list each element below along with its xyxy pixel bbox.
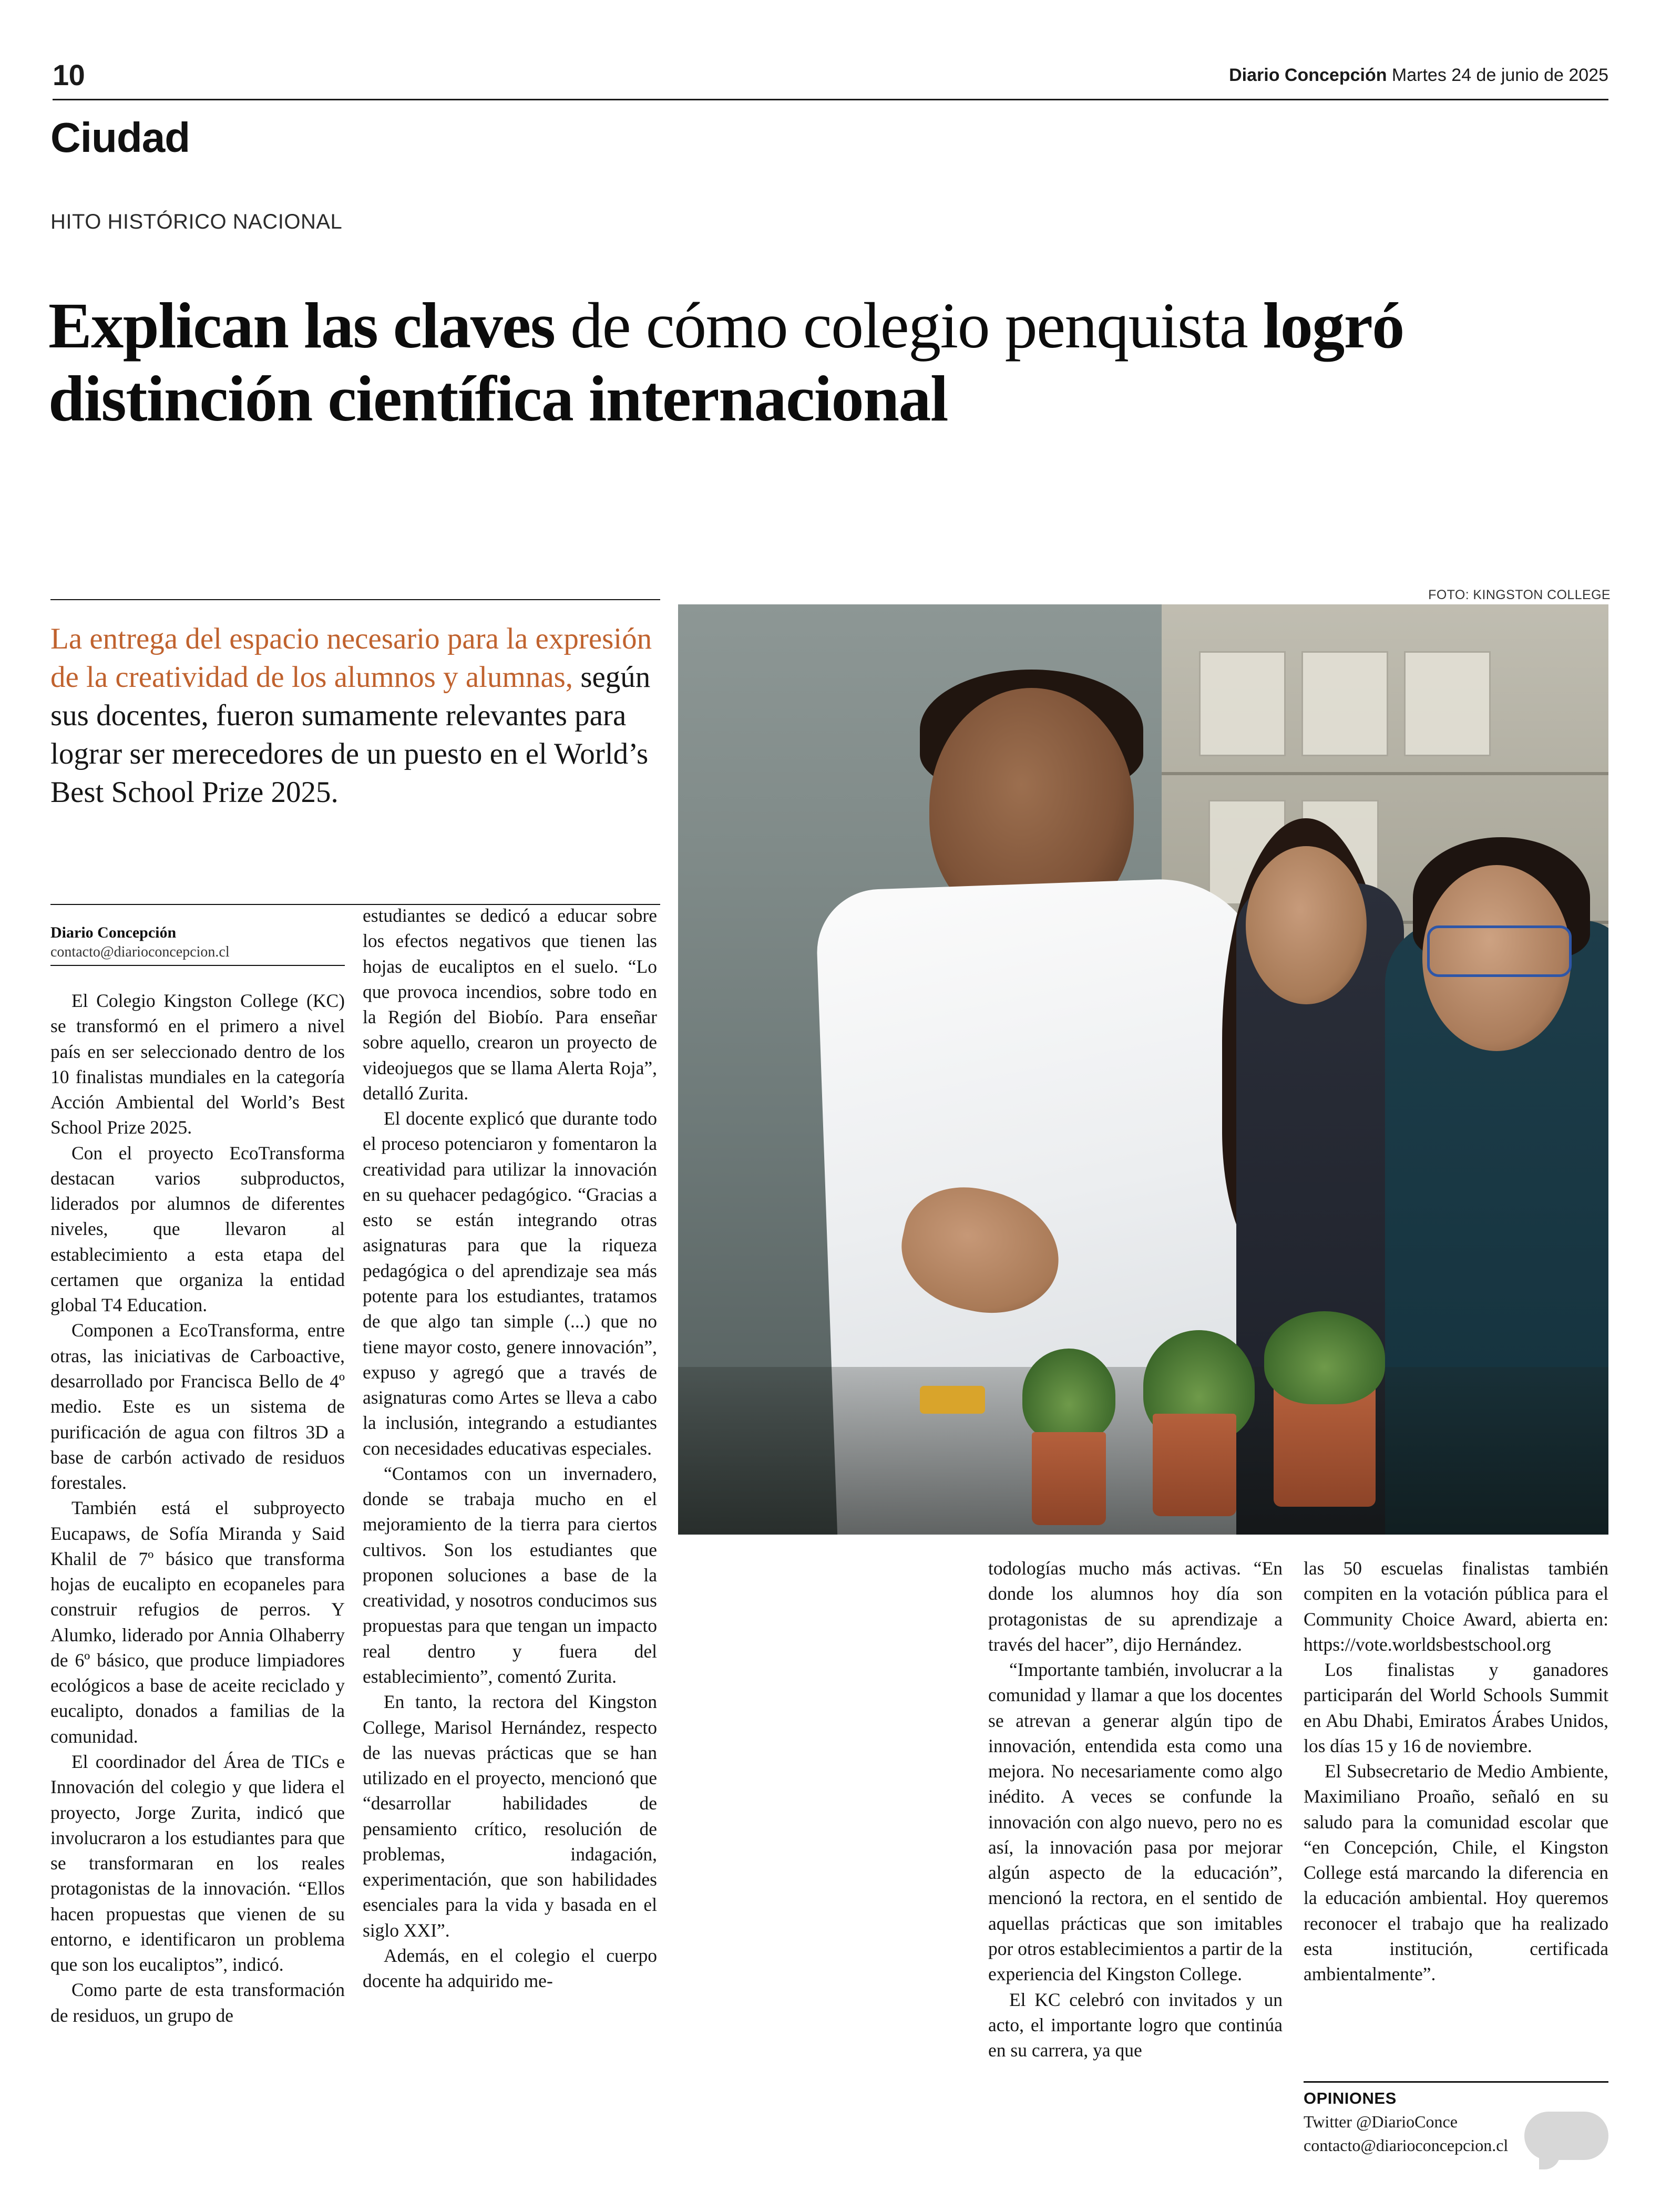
body-column-4 — [1304, 1556, 1608, 1987]
opinions-twitter[interactable]: Twitter @DiarioConce — [1304, 2112, 1458, 2131]
photo-storage-box — [1404, 651, 1491, 757]
opinions-divider — [1304, 2081, 1608, 2083]
photo-tool — [920, 1386, 985, 1414]
body-column-2 — [363, 903, 657, 1993]
paragraph: las 50 escuelas finalistas también compiten en la votación pública para el Community Choice Award, abierta en: https://vote.worldsbestschool.org — [1304, 1558, 1608, 1655]
speech-bubble-icon — [1524, 2112, 1608, 2160]
paragraph: En tanto, la rectora del Kingston College, Marisol Hernández, respecto de las nuevas prácticas que se han utilizado en el proyecto, mencionó que “desarrollar habilidades de pensamiento crítico, resolución de problemas, indagación, experimentación, que son habilidades esenciales para la vida y basada en el siglo XXI”. — [363, 1691, 657, 1941]
paragraph: El coordinador del Área de TICs e Innovación del colegio y que lidera el proyecto, Jorge Zurita, indicó que involucraron a los estudiantes para que se transformaran en los reales protagonistas de la innovación. “Ellos hacen propuestas que vienen de su entorno, e identificaron un problema que son los eucaliptos”, indicó. — [50, 1751, 345, 1976]
photo-shelf-line — [1162, 772, 1608, 775]
byline-divider — [50, 965, 345, 966]
byline — [50, 924, 345, 961]
lead-rest: según sus docentes, fueron sumamente relevantes para lograr ser merecedores de un puesto en el World’s Best School Prize 2025. — [50, 660, 651, 809]
page-number: 10 — [53, 58, 85, 91]
paragraph: El KC celebró con invitados y un acto, el importante logro que continúa en su carrera, ya que — [988, 1989, 1283, 2061]
body-column-1 — [50, 988, 345, 2028]
photo-student-girl-head — [1246, 846, 1367, 1004]
paragraph: Componen a EcoTransforma, entre otras, las iniciativas de Carboactive, desarrollado por Francisca Bello de 4º medio. Este es un sistema de purificación de agua con filtros 3D a base de carbón activado de residuos forestales. — [50, 1320, 345, 1494]
article-kicker: HITO HISTÓRICO NACIONAL — [50, 210, 343, 233]
opinions-box — [1304, 2081, 1608, 2155]
opinions-title: OPINIONES — [1304, 2089, 1397, 2107]
paragraph: Como parte de esta transformación de residuos, un grupo de — [50, 1979, 345, 2026]
lead-divider-top — [50, 599, 660, 600]
paragraph: El Subsecretario de Medio Ambiente, Maximiliano Proaño, señaló en su saludo para la comunidad escolar que “en Concepción, Chile, el Kingston College está marcando la diferencia en la educación ambiental. Hoy queremos reconocer el trabajo que ha realizado esta institución, certificada ambientalmente”. — [1304, 1761, 1608, 1985]
byline-name: Diario Concepción — [50, 924, 177, 941]
paragraph: “Contamos con un invernadero, donde se trabaja mucho en el mejoramiento de la tierra para ciertos cultivos. Son los estudiantes que proponen soluciones a base de la creatividad, y nosotros conducimos sus propuestas para que tengan un impacto real dentro y fuera del establecimiento”, comentó Zurita. — [363, 1463, 657, 1687]
paragraph: todologías mucho más activas. “En donde los alumnos hoy día son protagonistas de su aprendizaje a través del hacer”, dijo Hernández. — [988, 1558, 1283, 1655]
article-photo — [678, 604, 1608, 1535]
masthead — [53, 58, 1608, 95]
masthead-dateline — [1229, 65, 1608, 86]
paragraph: Además, en el colegio el cuerpo docente ha adquirido me- — [363, 1944, 657, 1992]
photo-flower-pot — [1032, 1432, 1106, 1525]
byline-email: contacto@diarioconcepcion.cl — [50, 944, 230, 960]
paragraph: También está el subproyecto Eucapaws, de Sofía Miranda y Said Khalil de 7º básico que transforma hojas de eucalipto en ecopaneles para construir refugios de perros. Y Alumko, liderado por Annia Olhaberry de 6º básico, que produce limpiadores ecológicos a base de aceite reciclado y eucalipto, donados a familias de la comunidad. — [50, 1497, 345, 1747]
paragraph: Los finalistas y ganadores participarán del World Schools Summit en Abu Dhabi, Emiratos Árabes Unidos, los días 15 y 16 de noviembre. — [1304, 1659, 1608, 1756]
paragraph: El Colegio Kingston College (KC) se transformó en el primero a nivel país en ser seleccionado dentro de los 10 finalistas mundiales en la categoría Acción Ambiental del World’s Best School Prize 2025. — [50, 990, 345, 1138]
lead-highlight: La entrega del espacio necesario para la expresión de la creatividad de los alumnos y alumnas, — [50, 622, 652, 694]
photo-plant — [1264, 1311, 1385, 1404]
headline-part-1: Explican las claves — [48, 290, 555, 362]
headline-part-2: de cómo colegio penquista — [555, 290, 1263, 362]
opinions-email[interactable]: contacto@diarioconcepcion.cl — [1304, 2136, 1509, 2155]
photo-storage-box — [1199, 651, 1286, 757]
publication-name: Diario Concepción — [1229, 65, 1387, 85]
section-title: Ciudad — [50, 114, 190, 161]
photo-plant — [1022, 1349, 1115, 1442]
photo-credit: FOTO: KINGSTON COLLEGE — [1428, 588, 1611, 602]
photo-flower-pot — [1153, 1414, 1236, 1516]
article-lead — [50, 620, 660, 812]
paragraph: Con el proyecto EcoTransforma destacan varios subproductos, liderados por alumnos de diferentes niveles, que llevaron al establecimiento a esta etapa del certamen que organiza la entidad global T4 Education. — [50, 1142, 345, 1316]
paragraph: estudiantes se dedicó a educar sobre los efectos negativos que tienen las hojas de eucaliptos en el suelo. “Lo que provoca incendios, sobre todo en la Región del Biobío. Para enseñar sobre aquello, crearon un proyecto de videojuegos que se llama Alerta Roja”, detalló Zurita. — [363, 905, 657, 1104]
publication-date: Martes 24 de junio de 2025 — [1387, 65, 1608, 85]
paragraph: “Importante también, involucrar a la comunidad y llamar a que los docentes se atrevan a generar algún tipo de innovación, entendida esta como una mejora. No necesariamente como algo inédito. A veces se confunde la innovación con algo nuevo, pero no es así, la innovación pasa por mejorar algún aspecto de la educación”, mencionó la rectora, en el sentido de aquellas prácticas que son imitables por otros establecimientos a partir de la experiencia del Kingston College. — [988, 1659, 1283, 1985]
photo-student-boy-glasses — [1427, 925, 1572, 978]
article-headline — [48, 290, 1615, 436]
paragraph: El docente explicó que durante todo el proceso potenciaron y fomentaron la creatividad para utilizar la innovación en su quehacer pedagógico. “Gracias a esto se están integrando otras asignaturas para que la riqueza pedagógica o del aprendizaje sea más potente para los estudiantes, tratamos de que algo tan simple (...) que no tiene mayor costo, genere innovación”, expuso y agregó que a través de asignaturas como Artes se lleva a cabo la inclusión, integrando a estudiantes con necesidades educativas especiales. — [363, 1108, 657, 1459]
header-divider — [53, 99, 1608, 100]
body-column-3 — [988, 1556, 1283, 2063]
photo-storage-box — [1301, 651, 1388, 757]
headline-part-3: logró distinción científica internacional — [48, 290, 1404, 435]
